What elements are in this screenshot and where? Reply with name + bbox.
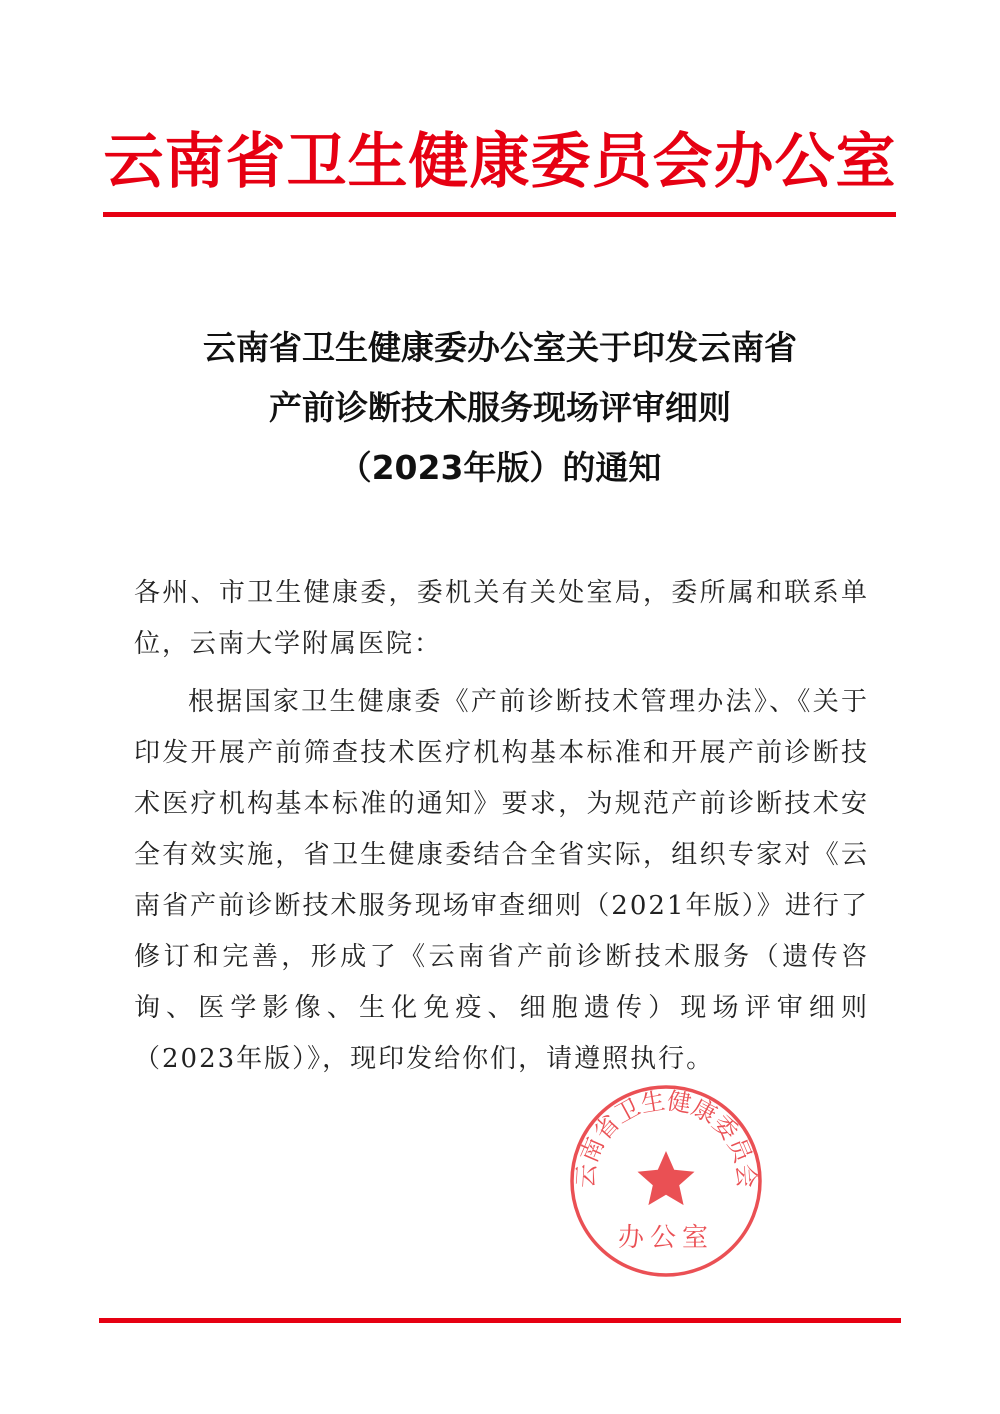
official-seal xyxy=(568,1083,764,1279)
letterhead-title: 云南省卫生健康委员会办公室 xyxy=(103,127,897,197)
document-title-line-1: 云南省卫生健康委办公室关于印发云南省 xyxy=(203,328,797,367)
seal-ring-text: 云南省卫生健康委员会 xyxy=(571,1086,761,1189)
footer-divider xyxy=(99,1318,901,1323)
seal-center-text: 办公室 xyxy=(617,1223,715,1253)
red-star-icon xyxy=(638,1151,695,1205)
salutation: 各州、市卫生健康委，委机关有关处室局，委所属和联系单位，云南大学附属医院： xyxy=(134,578,869,659)
body-paragraph: 根据国家卫生健康委《产前诊断技术管理办法》、《关于印发开展产前筛查技术医疗机构基本标准和开展产前诊断技术医疗机构基本标准的通知》要求，为规范产前诊断技术安全有效实施，省卫生健康委结合全省实际，组织专家对《云南省产前诊断技术服务现场审查细则（2021年版）》进行了修订和完善，形成了《云南省产前诊断技术服务（遗传咨询、医学影像、生化免疫、细胞遗传）现场评审细则（2023年版）》，现印发给你们，请遵照执行。 xyxy=(134,687,869,1074)
document-title-line-2: 产前诊断技术服务现场评审细则 xyxy=(269,388,731,427)
letterhead-divider xyxy=(103,212,896,217)
document-title-line-3: （2023年版）的通知 xyxy=(338,448,662,487)
